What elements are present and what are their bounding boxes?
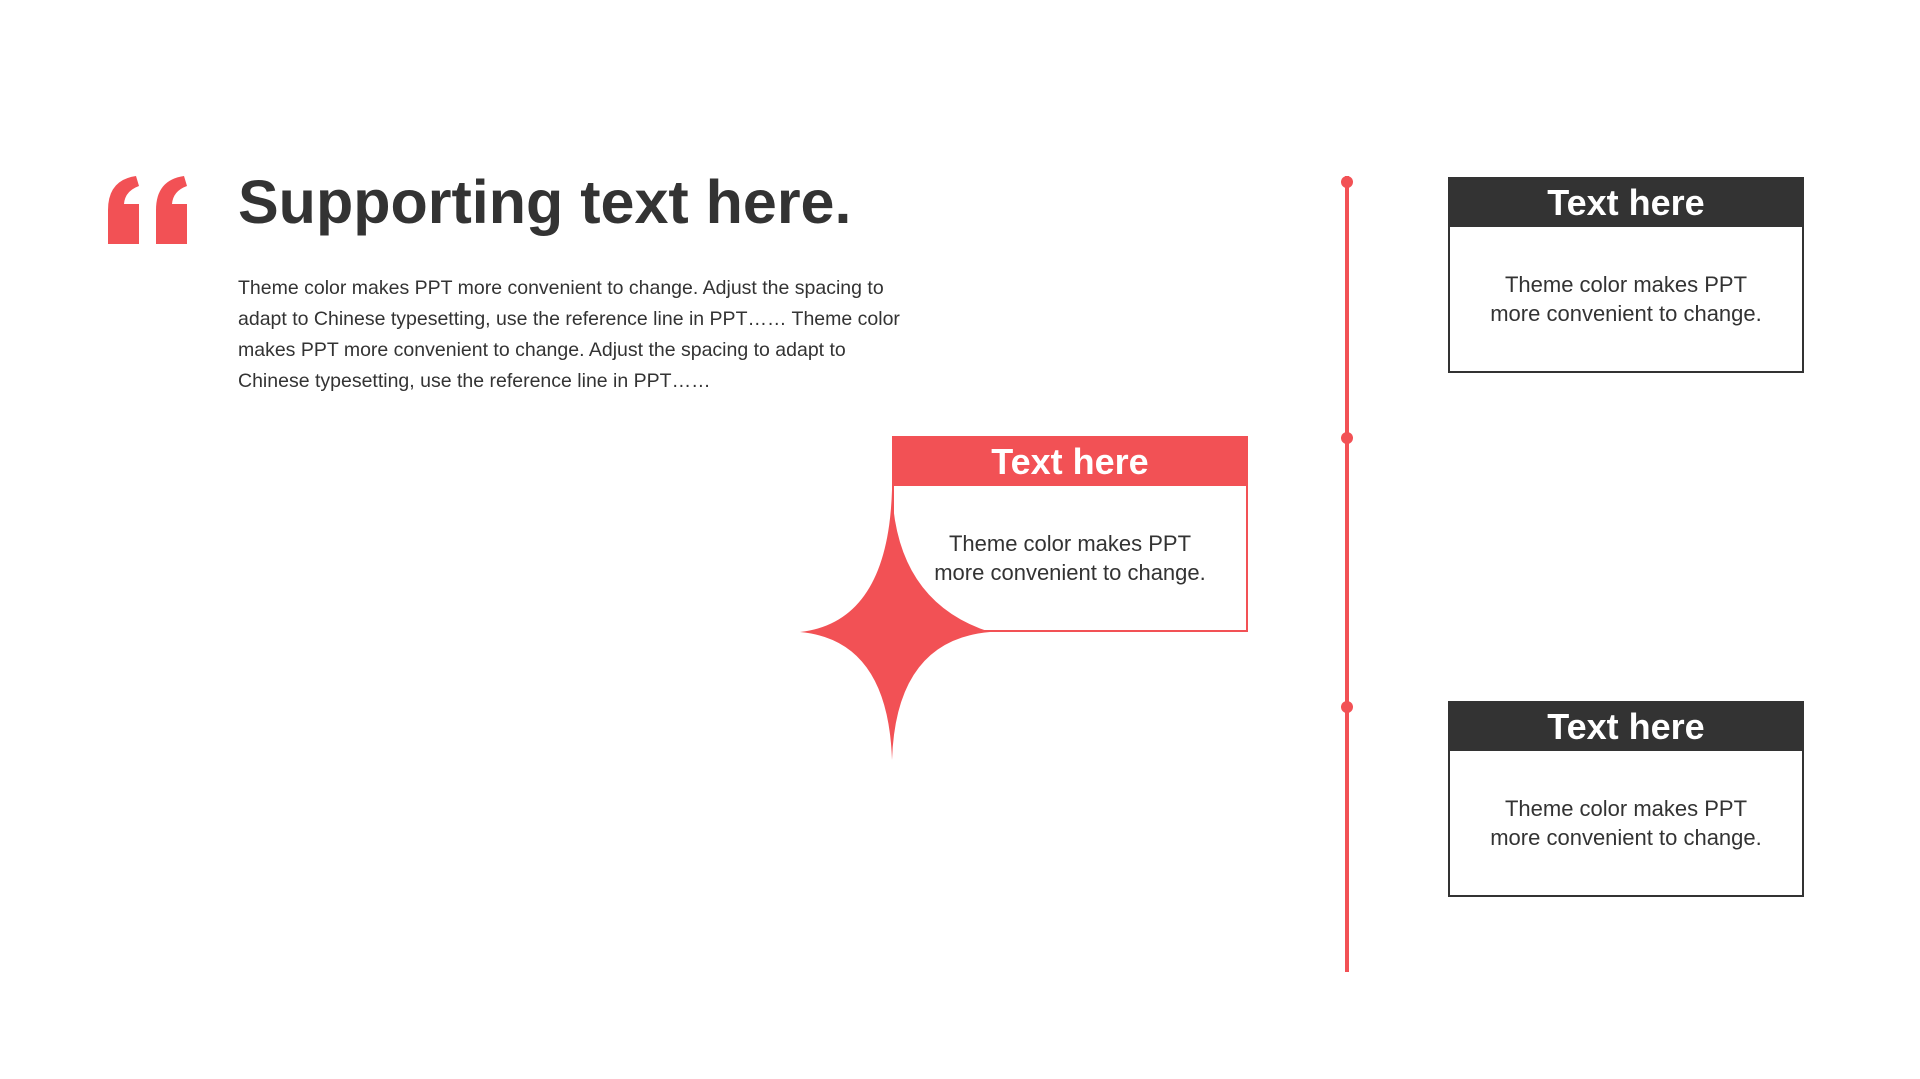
card-body bbox=[1450, 227, 1802, 371]
card-title: Text here bbox=[894, 438, 1246, 486]
four-point-star-icon bbox=[800, 490, 990, 760]
timeline-card-1 bbox=[1448, 177, 1804, 373]
timeline-line bbox=[1345, 176, 1349, 972]
card-title: Text here bbox=[1450, 179, 1802, 227]
timeline-dot bbox=[1341, 176, 1353, 188]
card-body bbox=[1450, 751, 1802, 895]
timeline-card-3 bbox=[1448, 701, 1804, 897]
body-paragraph: Theme color makes PPT more convenient to change. Adjust the spacing to adapt to Chinese typesetting, use the reference line in PPT…… Theme color makes PPT more convenient to change. Adjust the spacing to adapt to Chinese typesetting, use the reference line in PPT…… bbox=[238, 277, 900, 392]
card-description: Theme color makes PPT more convenient to change. bbox=[934, 531, 1206, 585]
card-title: Text here bbox=[1450, 703, 1802, 751]
card-description: Theme color makes PPT more convenient to change. bbox=[1490, 796, 1762, 850]
open-quote-icon bbox=[108, 176, 192, 244]
card-description: Theme color makes PPT more convenient to change. bbox=[1490, 272, 1762, 326]
timeline-dot bbox=[1341, 701, 1353, 713]
timeline-dot bbox=[1341, 432, 1353, 444]
headline: Supporting text here. bbox=[238, 168, 852, 236]
